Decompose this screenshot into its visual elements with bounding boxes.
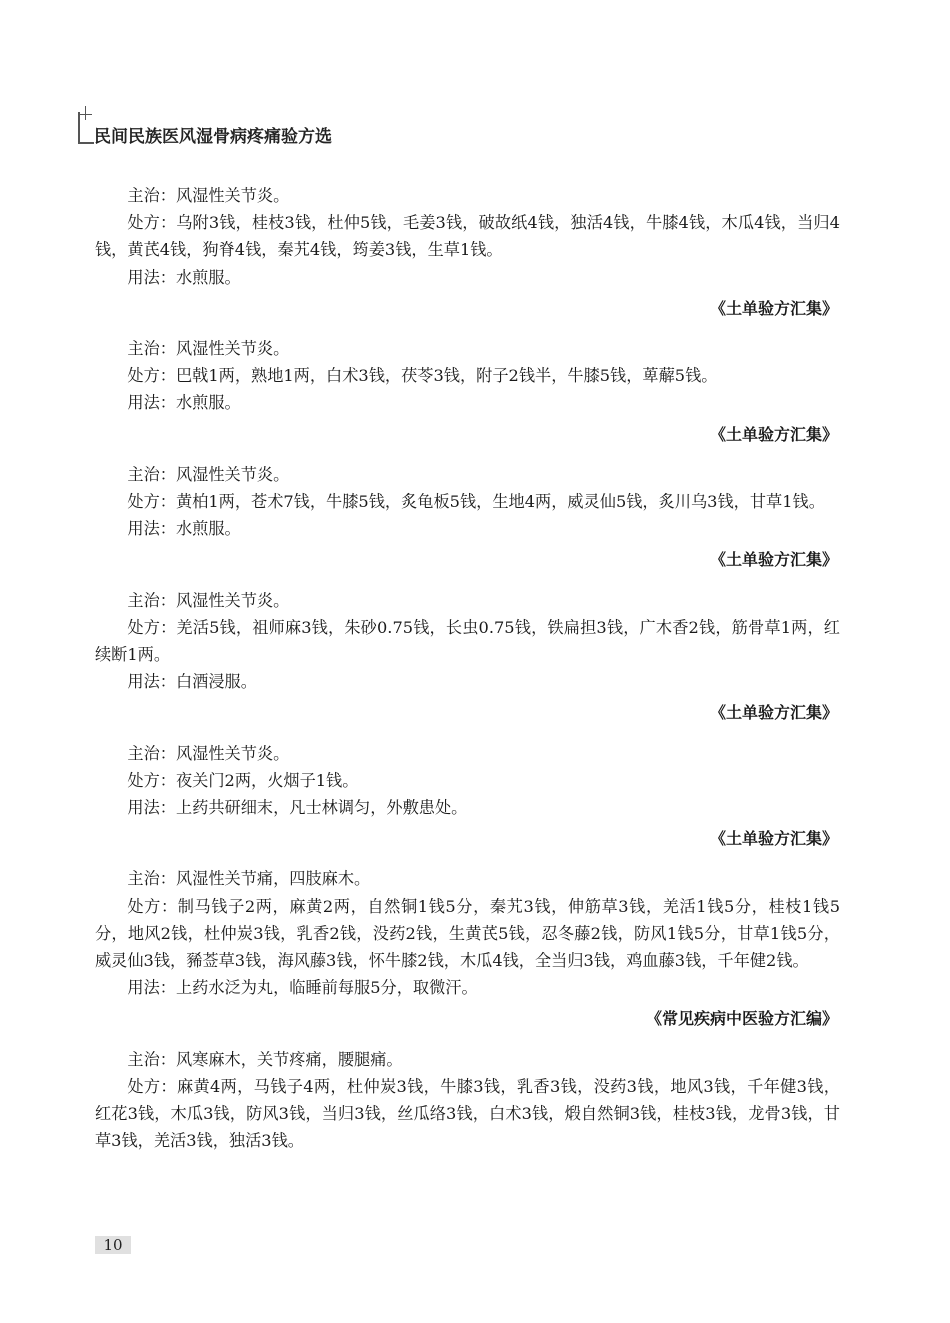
- recipe-entry-2: [95, 335, 840, 448]
- source-citation: 《土单验方汇集》: [709, 703, 838, 723]
- usage: 用法：白酒浸服。: [127, 672, 257, 692]
- usage: 用法：水煎服。: [127, 519, 241, 539]
- source-citation: 《土单验方汇集》: [709, 424, 838, 444]
- prescription: 处方：巴戟1两，熟地1两，白术3钱，茯苓3钱，附子2钱半，牛膝5钱，萆薢5钱。: [127, 366, 718, 386]
- recipe-entry-4: [95, 587, 840, 727]
- recipe-entry-7: [95, 1046, 840, 1155]
- recipe-entry-3: [95, 461, 840, 574]
- header-corner-mark: [78, 112, 94, 144]
- prescription: 处方：夜关门2两，火烟子1钱。: [127, 770, 359, 790]
- indication: 主治：风湿性关节炎。: [127, 590, 290, 610]
- source-citation: 《土单验方汇集》: [709, 829, 838, 849]
- recipe-entry-1: [95, 182, 840, 322]
- book-title: 民间民族医风湿骨病疼痛验方选: [94, 127, 332, 147]
- recipe-entry-5: [95, 740, 840, 853]
- recipe-entry-6: [95, 865, 840, 1032]
- page-number: 10: [95, 1236, 131, 1254]
- prescription: 处方：麻黄4两，马钱子4两，杜仲炭3钱，牛膝3钱，乳香3钱，没药3钱，地风3钱，千年健3钱，红花3钱，木瓜3钱，防风3钱，当归3钱，丝瓜络3钱，白术3钱，煅自然铜3钱，桂枝3钱，龙骨3钱，甘草3钱，羌活3钱，独活3钱。: [95, 1076, 840, 1151]
- prescription: 处方：黄柏1两，苍术7钱，牛膝5钱，炙龟板5钱，生地4两，威灵仙5钱，炙川乌3钱，甘草1钱。: [127, 492, 825, 512]
- running-header: [78, 112, 378, 146]
- source-citation: 《常见疾病中医验方汇编》: [645, 1009, 838, 1029]
- indication: 主治：风寒麻木，关节疼痛，腰腿痛。: [127, 1049, 403, 1069]
- indication: 主治：风湿性关节炎。: [127, 743, 290, 763]
- prescription: 处方：乌附3钱，桂枝3钱，杜仲5钱，毛姜3钱，破故纸4钱，独活4钱，牛膝4钱，木瓜4钱，当归4钱，黄芪4钱，狗脊4钱，秦艽4钱，筠姜3钱，生草1钱。: [95, 213, 840, 260]
- indication: 主治：风湿性关节炎。: [127, 186, 290, 205]
- indication: 主治：风湿性关节炎。: [127, 464, 290, 484]
- usage: 用法：上药水泛为丸，临睡前每服5分，取微汗。: [127, 978, 478, 998]
- usage: 用法：水煎服。: [127, 393, 241, 413]
- usage: 用法：上药共研细末，凡士林调匀，外敷患处。: [127, 798, 468, 818]
- prescription: 处方：制马钱子2两，麻黄2两，自然铜1钱5分，秦艽3钱，伸筋草3钱，羌活1钱5分，桂枝1钱5分，地风2钱，杜仲炭3钱，乳香2钱，没药2钱，生黄芪5钱，忍冬藤2钱，防风1钱5分，甘草1钱5分，威灵仙3钱，豨莶草3钱，海风藤3钱，怀牛膝2钱，木瓜4钱，全当归3钱，鸡血藤3钱，千年健2钱。: [95, 896, 840, 971]
- indication: 主治：风湿性关节痛，四肢麻木。: [127, 869, 371, 889]
- indication: 主治：风湿性关节炎。: [127, 339, 290, 359]
- usage: 用法：水煎服。: [127, 267, 241, 287]
- source-citation: 《土单验方汇集》: [709, 298, 838, 318]
- page-body: [95, 182, 840, 1168]
- source-citation: 《土单验方汇集》: [709, 550, 838, 570]
- prescription: 处方：羌活5钱，祖师麻3钱，朱砂0.75钱，长虫0.75钱，铁扁担3钱，广木香2钱，筋骨草1两，红续断1两。: [95, 617, 840, 665]
